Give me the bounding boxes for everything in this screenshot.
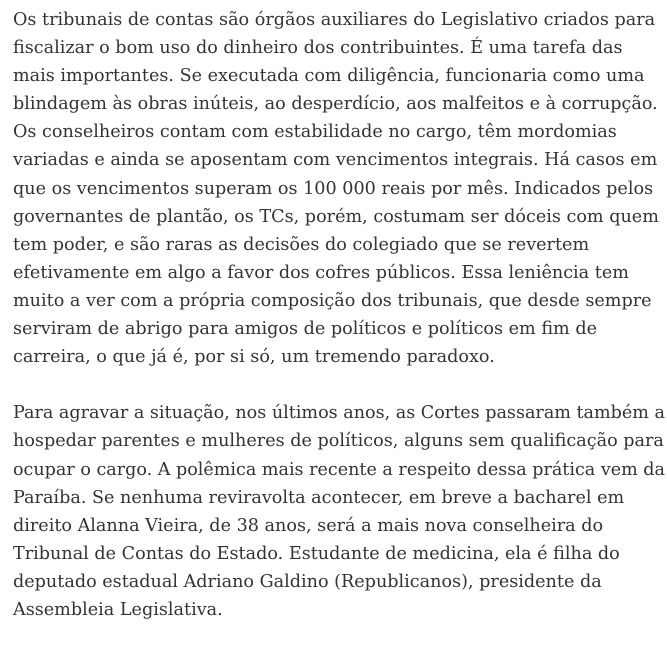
text-line: governantes de plantão, os TCs, porém, costumam ser dóceis com quem	[13, 206, 659, 227]
text-line: fiscalizar o bom uso do dinheiro dos contribuintes. É uma tarefa das	[13, 38, 623, 59]
paragraph-1	[13, 6, 667, 371]
paragraph-2	[13, 399, 667, 624]
text-line: ocupar o cargo. A polêmica mais recente a respeito dessa prática vem da	[13, 459, 665, 480]
text-line: carreira, o que já é, por si só, um tremendo paradoxo.	[13, 347, 495, 368]
text-line: Para agravar a situação, nos últimos anos, as Cortes passaram também a	[13, 403, 665, 424]
text-line: hospedar parentes e mulheres de políticos, alguns sem qualificação para	[13, 431, 664, 452]
text-line: blindagem às obras inúteis, ao desperdício, aos malfeitos e à corrupção.	[13, 94, 658, 115]
text-line: Assembleia Legislativa.	[13, 599, 223, 620]
text-line: serviram de abrigo para amigos de políticos e políticos em fim de	[13, 319, 598, 340]
text-line: Os tribunais de contas são órgãos auxiliares do Legislativo criados para	[13, 10, 656, 30]
text-line: direito Alanna Vieira, de 38 anos, será a mais nova conselheira do	[13, 515, 604, 536]
text-line: Os conselheiros contam com estabilidade no cargo, têm mordomias	[13, 122, 617, 143]
text-line: efetivamente em algo a favor dos cofres públicos. Essa leniência tem	[13, 262, 629, 283]
text-line: deputado estadual Adriano Galdino (Republicanos), presidente da	[13, 571, 602, 592]
text-line: mais importantes. Se executada com diligência, funcionaria como uma	[13, 66, 645, 87]
text-line: Tribunal de Contas do Estado. Estudante de medicina, ela é filha do	[13, 543, 620, 564]
text-line: tem poder, e são raras as decisões do colegiado que se revertem	[13, 234, 590, 255]
text-line: que os vencimentos superam os 100 000 reais por mês. Indicados pelos	[13, 178, 654, 199]
text-line: Paraíba. Se nenhuma reviravolta acontecer, em breve a bacharel em	[13, 487, 625, 508]
text-line: variadas e ainda se aposentam com vencimentos integrais. Há casos em	[13, 150, 658, 171]
text-line: muito a ver com a própria composição dos tribunais, que desde sempre	[13, 290, 652, 311]
